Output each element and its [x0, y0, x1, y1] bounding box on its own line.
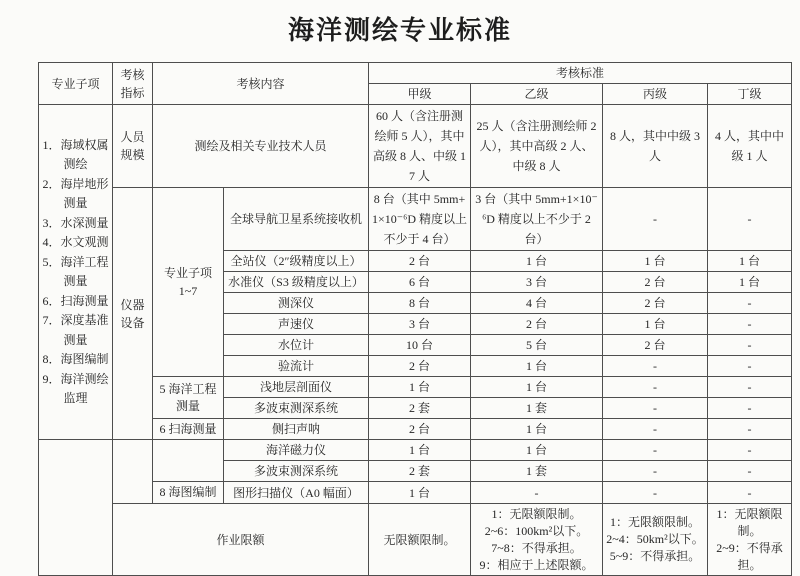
equip-level-b: 3 台: [471, 272, 603, 293]
quota-b-line-2: 2~6：100km²以下。: [484, 523, 589, 538]
equip-scanner-d: -: [708, 482, 792, 504]
header-indicator: 考核指标: [113, 63, 153, 105]
indicator-column-empty-cell: [113, 440, 153, 504]
equip-level-c: 2 台: [603, 272, 708, 293]
equip-item-multibeam-2: 多波束测深系统: [224, 461, 369, 482]
table-row: [39, 188, 792, 251]
equip-current-meter-d: -: [708, 356, 792, 377]
equip-echosounder-a: 8 台: [369, 293, 471, 314]
equip-multibeam-2-c: -: [603, 461, 708, 482]
equip-sound-velocity-a: 3 台: [369, 314, 471, 335]
subitem-6: 6．扫海测量: [42, 293, 109, 308]
equip-sound-velocity-d: -: [708, 314, 792, 335]
equip-sub-bottom-profiler-c: -: [603, 377, 708, 398]
equip-scanner-b: -: [471, 482, 603, 504]
subitem-2: 2．海岸地形测量: [42, 176, 109, 210]
equip-gnss-a: 8 台（其中 5mm+1×10⁻⁶D 精度以上不少于 4 台）: [369, 188, 471, 251]
equip-scanner-c: -: [603, 482, 708, 504]
equip-item-level: 水准仪（S3 级精度以上）: [224, 272, 369, 293]
equip-magnetometer-c: -: [603, 440, 708, 461]
equip-level-d: 1 台: [708, 272, 792, 293]
equip-magnetometer-d: -: [708, 440, 792, 461]
equip-echosounder-d: -: [708, 293, 792, 314]
subitem-3: 3．水深测量: [42, 215, 109, 230]
equip-side-scan-sonar-a: 2 台: [369, 419, 471, 440]
table-row: [39, 440, 792, 461]
group-6-sweep-survey: 6 扫海测量: [153, 419, 224, 440]
personnel-grade-c: 8 人，其中中级 3 人: [603, 105, 708, 188]
equip-item-scanner: 图形扫描仪（A0 幅面）: [224, 482, 369, 504]
personnel-grade-a: 60 人（含注册测绘师 5 人），其中高级 8 人、中级 17 人: [369, 105, 471, 188]
equip-item-current-meter: 验流计: [224, 356, 369, 377]
equip-scanner-a: 1 台: [369, 482, 471, 504]
equip-side-scan-sonar-c: -: [603, 419, 708, 440]
header-subitem: 专业子项: [39, 63, 113, 105]
quota-c-line-1: 1：无限额限制。: [610, 515, 701, 529]
personnel-grade-d: 4 人，其中中级 1 人: [708, 105, 792, 188]
equip-level-a: 6 台: [369, 272, 471, 293]
indicator-personnel: 人员规模: [113, 105, 153, 188]
equip-multibeam-1-d: -: [708, 398, 792, 419]
quota-d-line-1: 1：无限额限制。: [716, 506, 783, 538]
quota-grade-b: [471, 504, 603, 576]
equip-item-side-scan-sonar: 侧扫声呐: [224, 419, 369, 440]
indicator-equipment: 仪器设备: [113, 188, 153, 440]
header-grade-a: 甲级: [369, 84, 471, 105]
equip-side-scan-sonar-b: 1 台: [471, 419, 603, 440]
equip-item-sub-bottom-profiler: 浅地层剖面仪: [224, 377, 369, 398]
equip-multibeam-1-a: 2 套: [369, 398, 471, 419]
quota-c-line-2: 2~4：50km²以下。: [606, 532, 704, 546]
subitem-1: 1．海域权属测绘: [42, 137, 109, 171]
equip-item-total-station: 全站仪（2″级精度以上）: [224, 251, 369, 272]
group-blank-cell: [153, 440, 224, 482]
header-content: 考核内容: [153, 63, 369, 105]
equip-total-station-d: 1 台: [708, 251, 792, 272]
group-subitems-1-7: [153, 188, 224, 377]
subitem-4: 4．水文观测: [42, 235, 109, 249]
standards-table: [38, 62, 792, 576]
page-title: 海洋测绘专业标准: [287, 15, 512, 45]
equip-item-echosounder: 测深仪: [224, 293, 369, 314]
equip-echosounder-b: 4 台: [471, 293, 603, 314]
quota-b-line-3: 7~8：不得承担。: [491, 540, 582, 555]
quota-grade-a: 无限额限制。: [369, 504, 471, 576]
equip-gnss-b: 3 台（其中 5mm+1×10⁻⁶D 精度以上不少于 2 台）: [471, 188, 603, 251]
equip-magnetometer-a: 1 台: [369, 440, 471, 461]
equip-side-scan-sonar-d: -: [708, 419, 792, 440]
quota-grade-c: [603, 504, 708, 576]
subitem-8: 8．海图编制: [42, 352, 109, 366]
equip-multibeam-1-c: -: [603, 398, 708, 419]
quota-label: 作业限额: [113, 504, 369, 576]
quota-b-line-1: 1：无限额限制。: [491, 506, 582, 521]
equip-current-meter-a: 2 台: [369, 356, 471, 377]
equip-gnss-d: -: [708, 188, 792, 251]
group-1-7-line1: 专业子项: [163, 266, 212, 280]
table-row: [39, 105, 792, 188]
equip-gnss-c: -: [603, 188, 708, 251]
group-5-marine-engineering: 5 海洋工程测量: [153, 377, 224, 419]
subitem-5: 5．海洋工程测量: [42, 254, 109, 288]
equip-multibeam-2-d: -: [708, 461, 792, 482]
personnel-grade-b: 25 人（含注册测绘师 2 人），其中高级 2 人、中级 8 人: [471, 105, 603, 188]
equip-magnetometer-b: 1 台: [471, 440, 603, 461]
personnel-content: 测绘及相关专业技术人员: [153, 105, 369, 188]
equip-multibeam-2-b: 1 套: [471, 461, 603, 482]
equip-tide-gauge-c: 2 台: [603, 335, 708, 356]
subitem-column-empty-cell: [39, 440, 113, 576]
equip-multibeam-2-a: 2 套: [369, 461, 471, 482]
equip-sub-bottom-profiler-a: 1 台: [369, 377, 471, 398]
header-standard: 考核标准: [369, 63, 792, 84]
equip-sub-bottom-profiler-b: 1 台: [471, 377, 603, 398]
table-row: [39, 504, 792, 576]
subitem-7: 7．深度基准测量: [42, 313, 109, 347]
subitem-9: 9．海洋测绘监理: [42, 371, 109, 405]
quota-d-line-2: 2~9：不得承担。: [716, 540, 783, 572]
equip-tide-gauge-b: 5 台: [471, 335, 603, 356]
equip-total-station-c: 1 台: [603, 251, 708, 272]
equip-item-tide-gauge: 水位计: [224, 335, 369, 356]
header-grade-b: 乙级: [471, 84, 603, 105]
equip-tide-gauge-a: 10 台: [369, 335, 471, 356]
equip-tide-gauge-d: -: [708, 335, 792, 356]
equip-item-sound-velocity: 声速仪: [224, 314, 369, 335]
header-grade-c: 丙级: [603, 84, 708, 105]
equip-sub-bottom-profiler-d: -: [708, 377, 792, 398]
quota-c-line-3: 5~9：不得承担。: [609, 549, 701, 563]
quota-b-line-4: 9：相应于上述限额。: [479, 557, 594, 572]
equip-current-meter-c: -: [603, 356, 708, 377]
equip-total-station-a: 2 台: [369, 251, 471, 272]
table-header-row-1: [39, 63, 792, 84]
equip-item-gnss: 全球导航卫星系统接收机: [224, 188, 369, 251]
equip-sound-velocity-c: 1 台: [603, 314, 708, 335]
subitems-list: [39, 105, 113, 440]
equip-multibeam-1-b: 1 套: [471, 398, 603, 419]
equip-total-station-b: 1 台: [471, 251, 603, 272]
equip-sound-velocity-b: 2 台: [471, 314, 603, 335]
equip-current-meter-b: 1 台: [471, 356, 603, 377]
header-grade-d: 丁级: [708, 84, 792, 105]
quota-grade-d: [708, 504, 792, 576]
equip-item-multibeam-1: 多波束测深系统: [224, 398, 369, 419]
group-8-chart-compilation: 8 海图编制: [153, 482, 224, 504]
equip-echosounder-c: 2 台: [603, 293, 708, 314]
equip-item-magnetometer: 海洋磁力仪: [224, 440, 369, 461]
group-1-7-line2: 1~7: [178, 284, 198, 298]
